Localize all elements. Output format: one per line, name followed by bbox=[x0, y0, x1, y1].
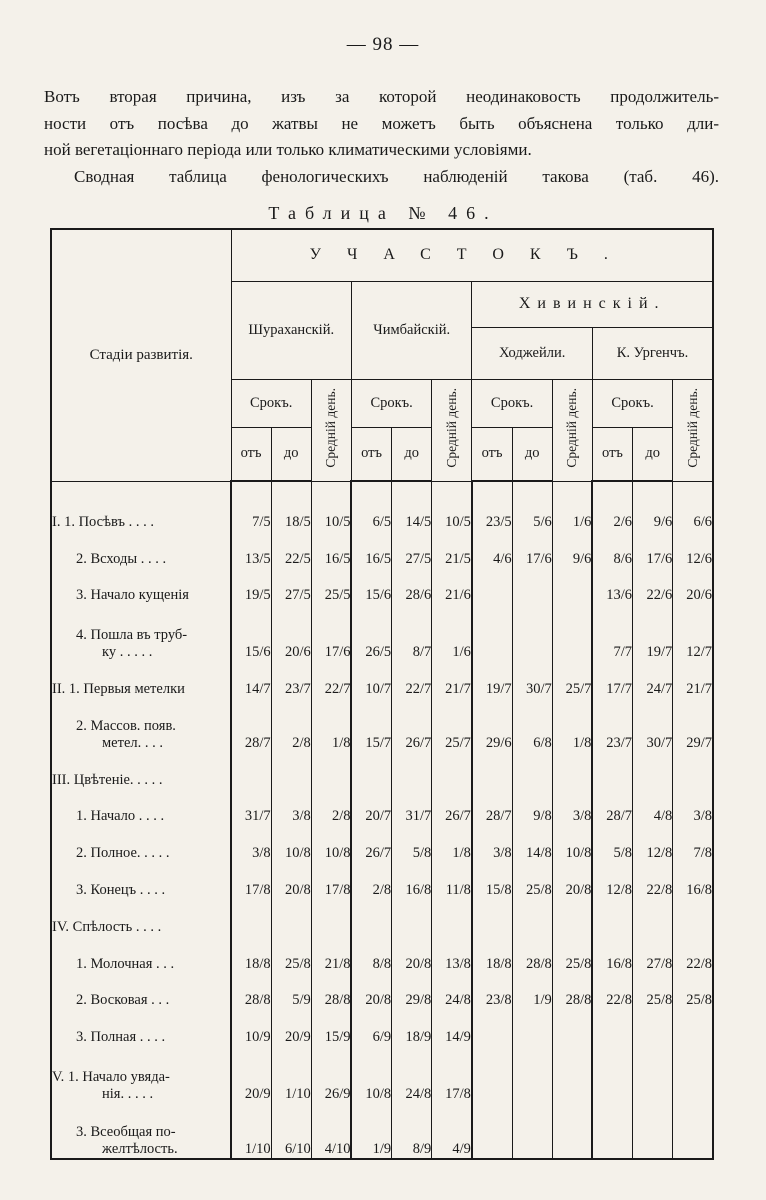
date-cell: 25/8 bbox=[552, 936, 592, 973]
date-cell: 5/8 bbox=[392, 825, 432, 862]
date-cell bbox=[633, 899, 673, 936]
stage-label bbox=[51, 481, 231, 531]
date-cell: 3/8 bbox=[231, 825, 271, 862]
date-cell: 7/8 bbox=[673, 825, 713, 862]
date-cell: 22/7 bbox=[392, 661, 432, 698]
stage-label-line: 3. Всеобщая по- bbox=[76, 1124, 176, 1140]
stage-label bbox=[51, 604, 231, 660]
date-cell bbox=[633, 1046, 673, 1102]
date-cell: 14/9 bbox=[432, 1009, 472, 1046]
date-cell: 24/8 bbox=[432, 973, 472, 1010]
date-cell: 12/8 bbox=[633, 825, 673, 862]
stage-label-line: III. Цвѣтеніе. . . . . bbox=[52, 771, 163, 788]
date-cell: 25/7 bbox=[552, 661, 592, 698]
date-cell bbox=[351, 899, 391, 936]
table-row bbox=[51, 825, 713, 862]
stage-label-line: I. 1. Посѣвъ . . . . bbox=[52, 513, 154, 530]
date-cell: 27/5 bbox=[392, 531, 432, 568]
date-cell: 4/9 bbox=[432, 1103, 472, 1159]
srok-header: Срокъ. bbox=[231, 379, 311, 427]
date-cell: 21/6 bbox=[432, 568, 472, 605]
avg-day-header: Средній день. bbox=[432, 379, 472, 481]
date-cell: 17/6 bbox=[512, 531, 552, 568]
stage-label-line: 1. Начало . . . . bbox=[76, 808, 165, 825]
date-cell: 11/8 bbox=[432, 862, 472, 899]
date-cell bbox=[552, 568, 592, 605]
date-cell: 14/5 bbox=[392, 481, 432, 531]
date-cell: 23/8 bbox=[472, 973, 512, 1010]
stage-label-line: метел. . . . bbox=[102, 734, 163, 751]
date-cell bbox=[512, 604, 552, 660]
date-cell bbox=[432, 752, 472, 789]
date-cell: 12/6 bbox=[673, 531, 713, 568]
date-cell: 28/7 bbox=[231, 698, 271, 752]
stage-label bbox=[51, 752, 231, 789]
date-cell: 6/9 bbox=[351, 1009, 391, 1046]
date-cell: 31/7 bbox=[231, 789, 271, 826]
date-cell: 2/6 bbox=[592, 481, 632, 531]
date-cell: 25/8 bbox=[673, 973, 713, 1010]
date-cell: 17/8 bbox=[231, 862, 271, 899]
stage-label bbox=[51, 825, 231, 862]
from-header: отъ bbox=[592, 427, 632, 481]
table-caption: Таблица № 46. bbox=[268, 203, 498, 223]
stage-label-line: 1. Молочная . . . bbox=[76, 955, 175, 972]
date-cell: 26/7 bbox=[432, 789, 472, 826]
date-cell: 18/8 bbox=[472, 936, 512, 973]
stage-label-line: желтѣлость. bbox=[102, 1141, 178, 1157]
date-cell: 10/8 bbox=[311, 825, 351, 862]
stage-label-line: 3. Конецъ . . . . bbox=[76, 881, 166, 898]
table-row bbox=[51, 531, 713, 568]
date-cell bbox=[472, 568, 512, 605]
stage-column-header: Стадіи развитія. bbox=[51, 229, 231, 481]
date-cell bbox=[472, 1046, 512, 1102]
date-cell: 14/8 bbox=[512, 825, 552, 862]
date-cell: 19/7 bbox=[633, 604, 673, 660]
date-cell: 3/8 bbox=[552, 789, 592, 826]
table-row bbox=[51, 568, 713, 605]
date-cell: 28/6 bbox=[392, 568, 432, 605]
table-row bbox=[51, 752, 713, 789]
date-cell bbox=[633, 1009, 673, 1046]
date-cell bbox=[673, 1009, 713, 1046]
date-cell: 7/5 bbox=[231, 481, 271, 531]
date-cell: 21/5 bbox=[432, 531, 472, 568]
stage-label bbox=[51, 789, 231, 826]
to-header: до bbox=[512, 427, 552, 481]
date-cell bbox=[392, 899, 432, 936]
date-cell bbox=[472, 899, 512, 936]
date-cell: 30/7 bbox=[633, 698, 673, 752]
date-cell: 22/8 bbox=[592, 973, 632, 1010]
date-cell: 16/5 bbox=[351, 531, 391, 568]
stage-label-line: нія. . . . . bbox=[102, 1085, 154, 1102]
date-cell bbox=[432, 899, 472, 936]
avg-day-header: Средній день. bbox=[552, 379, 592, 481]
date-cell: 10/7 bbox=[351, 661, 391, 698]
from-header: отъ bbox=[472, 427, 512, 481]
date-cell: 28/8 bbox=[311, 973, 351, 1010]
stage-label-line: 2. Массов. появ. bbox=[76, 717, 176, 734]
date-cell: 8/6 bbox=[592, 531, 632, 568]
stage-label bbox=[51, 973, 231, 1010]
date-cell bbox=[552, 604, 592, 660]
date-cell: 30/7 bbox=[512, 661, 552, 698]
date-cell: 20/6 bbox=[673, 568, 713, 605]
date-cell: 25/5 bbox=[311, 568, 351, 605]
date-cell: 26/5 bbox=[351, 604, 391, 660]
date-cell: 28/7 bbox=[592, 789, 632, 826]
date-cell: 21/7 bbox=[673, 661, 713, 698]
date-cell bbox=[673, 752, 713, 789]
date-cell: 3/8 bbox=[673, 789, 713, 826]
stage-label-line: ку . . . . . bbox=[102, 643, 153, 660]
date-cell bbox=[512, 1046, 552, 1102]
from-header: отъ bbox=[231, 427, 271, 481]
date-cell bbox=[592, 1103, 632, 1159]
date-cell: 10/5 bbox=[432, 481, 472, 531]
date-cell: 28/7 bbox=[472, 789, 512, 826]
date-cell: 13/5 bbox=[231, 531, 271, 568]
date-cell: 8/7 bbox=[392, 604, 432, 660]
date-cell: 1/10 bbox=[271, 1046, 311, 1102]
date-cell bbox=[552, 752, 592, 789]
date-cell: 1/8 bbox=[432, 825, 472, 862]
date-cell: 3/8 bbox=[271, 789, 311, 826]
body-text bbox=[44, 84, 719, 190]
avg-day-header: Средній день. bbox=[673, 379, 713, 481]
date-cell: 24/7 bbox=[633, 661, 673, 698]
date-cell: 25/8 bbox=[633, 973, 673, 1010]
date-cell: 25/8 bbox=[271, 936, 311, 973]
date-cell: 8/8 bbox=[351, 936, 391, 973]
date-cell: 23/7 bbox=[271, 661, 311, 698]
date-cell: 16/8 bbox=[392, 862, 432, 899]
date-cell bbox=[592, 899, 632, 936]
date-cell: 17/8 bbox=[432, 1046, 472, 1102]
avg-day-header: Средній день. bbox=[311, 379, 351, 481]
stage-label-line: 3. Полная . . . . bbox=[76, 1029, 166, 1046]
srok-header: Срокъ. bbox=[351, 379, 431, 427]
table-row bbox=[51, 661, 713, 698]
table-row bbox=[51, 481, 713, 531]
page-number: — 98 — bbox=[346, 34, 420, 55]
date-cell: 8/9 bbox=[392, 1103, 432, 1159]
date-cell: 1/10 bbox=[231, 1103, 271, 1159]
stage-label bbox=[51, 1009, 231, 1046]
paragraph-line: Вотъ вторая причина, изъ за которой неодинаковость продолжитель- bbox=[44, 87, 719, 106]
stage-label bbox=[51, 698, 231, 752]
date-cell bbox=[512, 899, 552, 936]
date-cell: 29/6 bbox=[472, 698, 512, 752]
date-cell bbox=[633, 1103, 673, 1159]
date-cell: 27/8 bbox=[633, 936, 673, 973]
date-cell: 20/8 bbox=[392, 936, 432, 973]
table-row bbox=[51, 1009, 713, 1046]
date-cell: 4/10 bbox=[311, 1103, 351, 1159]
stage-label bbox=[51, 568, 231, 605]
date-cell: 10/5 bbox=[311, 481, 351, 531]
date-cell: 31/7 bbox=[392, 789, 432, 826]
date-cell: 9/6 bbox=[633, 481, 673, 531]
date-cell bbox=[472, 1103, 512, 1159]
date-cell bbox=[311, 752, 351, 789]
date-cell: 2/8 bbox=[271, 698, 311, 752]
stage-label bbox=[51, 1046, 231, 1102]
date-cell bbox=[552, 899, 592, 936]
date-cell bbox=[512, 568, 552, 605]
stage-label-line: V. 1. Начало увяда- bbox=[52, 1068, 170, 1085]
date-cell bbox=[231, 752, 271, 789]
date-cell: 15/6 bbox=[231, 604, 271, 660]
date-cell: 20/8 bbox=[271, 862, 311, 899]
stage-label bbox=[51, 1103, 231, 1159]
srok-header: Срокъ. bbox=[592, 379, 672, 427]
date-cell bbox=[512, 1009, 552, 1046]
date-cell: 27/5 bbox=[271, 568, 311, 605]
date-cell: 13/6 bbox=[592, 568, 632, 605]
date-cell bbox=[231, 899, 271, 936]
date-cell: 4/8 bbox=[633, 789, 673, 826]
table-row bbox=[51, 973, 713, 1010]
date-cell: 26/9 bbox=[311, 1046, 351, 1102]
date-cell: 6/10 bbox=[271, 1103, 311, 1159]
date-cell bbox=[472, 604, 512, 660]
date-cell bbox=[633, 752, 673, 789]
paragraph-line: ности отъ посѣва до жатвы не можетъ быть объяснена только дли- bbox=[44, 113, 719, 133]
date-cell: 20/8 bbox=[552, 862, 592, 899]
table-row bbox=[51, 1103, 713, 1159]
date-cell: 29/8 bbox=[392, 973, 432, 1010]
date-cell: 19/7 bbox=[472, 661, 512, 698]
to-header: до bbox=[392, 427, 432, 481]
date-cell: 17/7 bbox=[592, 661, 632, 698]
date-cell: 6/8 bbox=[512, 698, 552, 752]
date-cell: 28/8 bbox=[552, 973, 592, 1010]
date-cell bbox=[472, 1009, 512, 1046]
chimbai-header: Чимбайскій. bbox=[351, 281, 471, 379]
date-cell: 18/5 bbox=[271, 481, 311, 531]
date-cell bbox=[552, 1103, 592, 1159]
date-cell: 23/5 bbox=[472, 481, 512, 531]
from-header: отъ bbox=[351, 427, 391, 481]
date-cell: 2/8 bbox=[351, 862, 391, 899]
date-cell: 17/6 bbox=[311, 604, 351, 660]
date-cell: 1/8 bbox=[311, 698, 351, 752]
date-cell bbox=[552, 1046, 592, 1102]
date-cell: 15/9 bbox=[311, 1009, 351, 1046]
table-body bbox=[51, 481, 713, 1159]
stage-label-line: 4. Пошла въ труб- bbox=[76, 626, 188, 643]
date-cell: 20/9 bbox=[271, 1009, 311, 1046]
stage-label bbox=[51, 862, 231, 899]
date-cell bbox=[592, 752, 632, 789]
stage-label-line: IV. Спѣлость . . . . bbox=[52, 918, 162, 935]
date-cell: 22/5 bbox=[271, 531, 311, 568]
date-cell: 26/7 bbox=[351, 825, 391, 862]
table-row bbox=[51, 789, 713, 826]
date-cell: 16/8 bbox=[592, 936, 632, 973]
date-cell: 7/7 bbox=[592, 604, 632, 660]
date-cell: 1/6 bbox=[432, 604, 472, 660]
date-cell: 18/9 bbox=[392, 1009, 432, 1046]
date-cell: 17/8 bbox=[311, 862, 351, 899]
date-cell bbox=[552, 1009, 592, 1046]
date-cell: 5/6 bbox=[512, 481, 552, 531]
date-cell: 14/7 bbox=[231, 661, 271, 698]
date-cell: 25/8 bbox=[512, 862, 552, 899]
date-cell: 28/8 bbox=[231, 973, 271, 1010]
date-cell: 2/8 bbox=[311, 789, 351, 826]
date-cell: 29/7 bbox=[673, 698, 713, 752]
date-cell bbox=[472, 752, 512, 789]
date-cell: 20/6 bbox=[271, 604, 311, 660]
date-cell: 28/8 bbox=[512, 936, 552, 973]
date-cell: 9/6 bbox=[552, 531, 592, 568]
date-cell: 22/8 bbox=[633, 862, 673, 899]
date-cell: 12/7 bbox=[673, 604, 713, 660]
stage-label-line: 2. Восковая . . . bbox=[76, 992, 170, 1009]
date-cell bbox=[512, 752, 552, 789]
date-cell: 20/7 bbox=[351, 789, 391, 826]
date-cell: 18/8 bbox=[231, 936, 271, 973]
uchastok-header: УЧАСТОКЪ. bbox=[231, 229, 713, 281]
date-cell: 1/9 bbox=[512, 973, 552, 1010]
shurakhan-header: Шураханскій. bbox=[231, 281, 351, 379]
table-row bbox=[51, 862, 713, 899]
urgench-header: К. Ургенчъ. bbox=[592, 327, 713, 379]
date-cell bbox=[311, 899, 351, 936]
stage-label-line: II. 1. Первыя метелки bbox=[52, 680, 185, 697]
date-cell: 20/9 bbox=[231, 1046, 271, 1102]
table-row bbox=[51, 604, 713, 660]
date-cell bbox=[673, 899, 713, 936]
stage-label bbox=[51, 661, 231, 698]
date-cell bbox=[592, 1046, 632, 1102]
date-cell: 25/7 bbox=[432, 698, 472, 752]
phenology-table bbox=[50, 228, 714, 1160]
date-cell bbox=[271, 752, 311, 789]
date-cell bbox=[351, 752, 391, 789]
date-cell: 6/5 bbox=[351, 481, 391, 531]
stage-label bbox=[51, 899, 231, 936]
date-cell: 15/8 bbox=[472, 862, 512, 899]
srok-header: Срокъ. bbox=[472, 379, 552, 427]
date-cell: 1/6 bbox=[552, 481, 592, 531]
date-cell: 26/7 bbox=[392, 698, 432, 752]
date-cell bbox=[673, 1103, 713, 1159]
date-cell: 24/8 bbox=[392, 1046, 432, 1102]
to-header: до bbox=[633, 427, 673, 481]
stage-label-line: 2. Полное. . . . . bbox=[76, 845, 170, 862]
to-header: до bbox=[271, 427, 311, 481]
date-cell: 21/7 bbox=[432, 661, 472, 698]
date-cell: 22/8 bbox=[673, 936, 713, 973]
date-cell: 22/6 bbox=[633, 568, 673, 605]
paragraph-line: Сводная таблица фенологическихъ наблюденій такова (таб. 46). bbox=[74, 166, 719, 186]
date-cell: 6/6 bbox=[673, 481, 713, 531]
date-cell: 23/7 bbox=[592, 698, 632, 752]
date-cell bbox=[592, 1009, 632, 1046]
date-cell: 9/8 bbox=[512, 789, 552, 826]
date-cell: 22/7 bbox=[311, 661, 351, 698]
date-cell: 15/6 bbox=[351, 568, 391, 605]
date-cell: 1/9 bbox=[351, 1103, 391, 1159]
stage-label bbox=[51, 531, 231, 568]
date-cell: 17/6 bbox=[633, 531, 673, 568]
date-cell: 10/8 bbox=[271, 825, 311, 862]
table-row bbox=[51, 936, 713, 973]
stage-label-line: 3. Начало кущенія bbox=[76, 587, 189, 604]
date-cell: 16/5 bbox=[311, 531, 351, 568]
date-cell bbox=[512, 1103, 552, 1159]
date-cell: 4/6 bbox=[472, 531, 512, 568]
date-cell: 13/8 bbox=[432, 936, 472, 973]
date-cell: 15/7 bbox=[351, 698, 391, 752]
date-cell: 5/8 bbox=[592, 825, 632, 862]
date-cell bbox=[271, 899, 311, 936]
date-cell: 20/8 bbox=[351, 973, 391, 1010]
table-row bbox=[51, 698, 713, 752]
stage-label bbox=[51, 936, 231, 973]
date-cell: 5/9 bbox=[271, 973, 311, 1010]
date-cell: 10/8 bbox=[351, 1046, 391, 1102]
table-row bbox=[51, 1046, 713, 1102]
date-cell: 16/8 bbox=[673, 862, 713, 899]
date-cell bbox=[392, 752, 432, 789]
date-cell: 19/5 bbox=[231, 568, 271, 605]
date-cell: 21/8 bbox=[311, 936, 351, 973]
khodzheili-header: Ходжейли. bbox=[472, 327, 592, 379]
date-cell: 3/8 bbox=[472, 825, 512, 862]
table-row bbox=[51, 899, 713, 936]
date-cell: 12/8 bbox=[592, 862, 632, 899]
date-cell: 10/9 bbox=[231, 1009, 271, 1046]
paragraph-line: ной вегетаціоннаго періода или только климатическими условіями. bbox=[44, 140, 532, 159]
stage-label-line: 2. Всходы . . . . bbox=[76, 550, 167, 567]
date-cell bbox=[673, 1046, 713, 1102]
date-cell: 10/8 bbox=[552, 825, 592, 862]
date-cell: 1/8 bbox=[552, 698, 592, 752]
khiva-header: Хивинскій. bbox=[472, 281, 713, 327]
